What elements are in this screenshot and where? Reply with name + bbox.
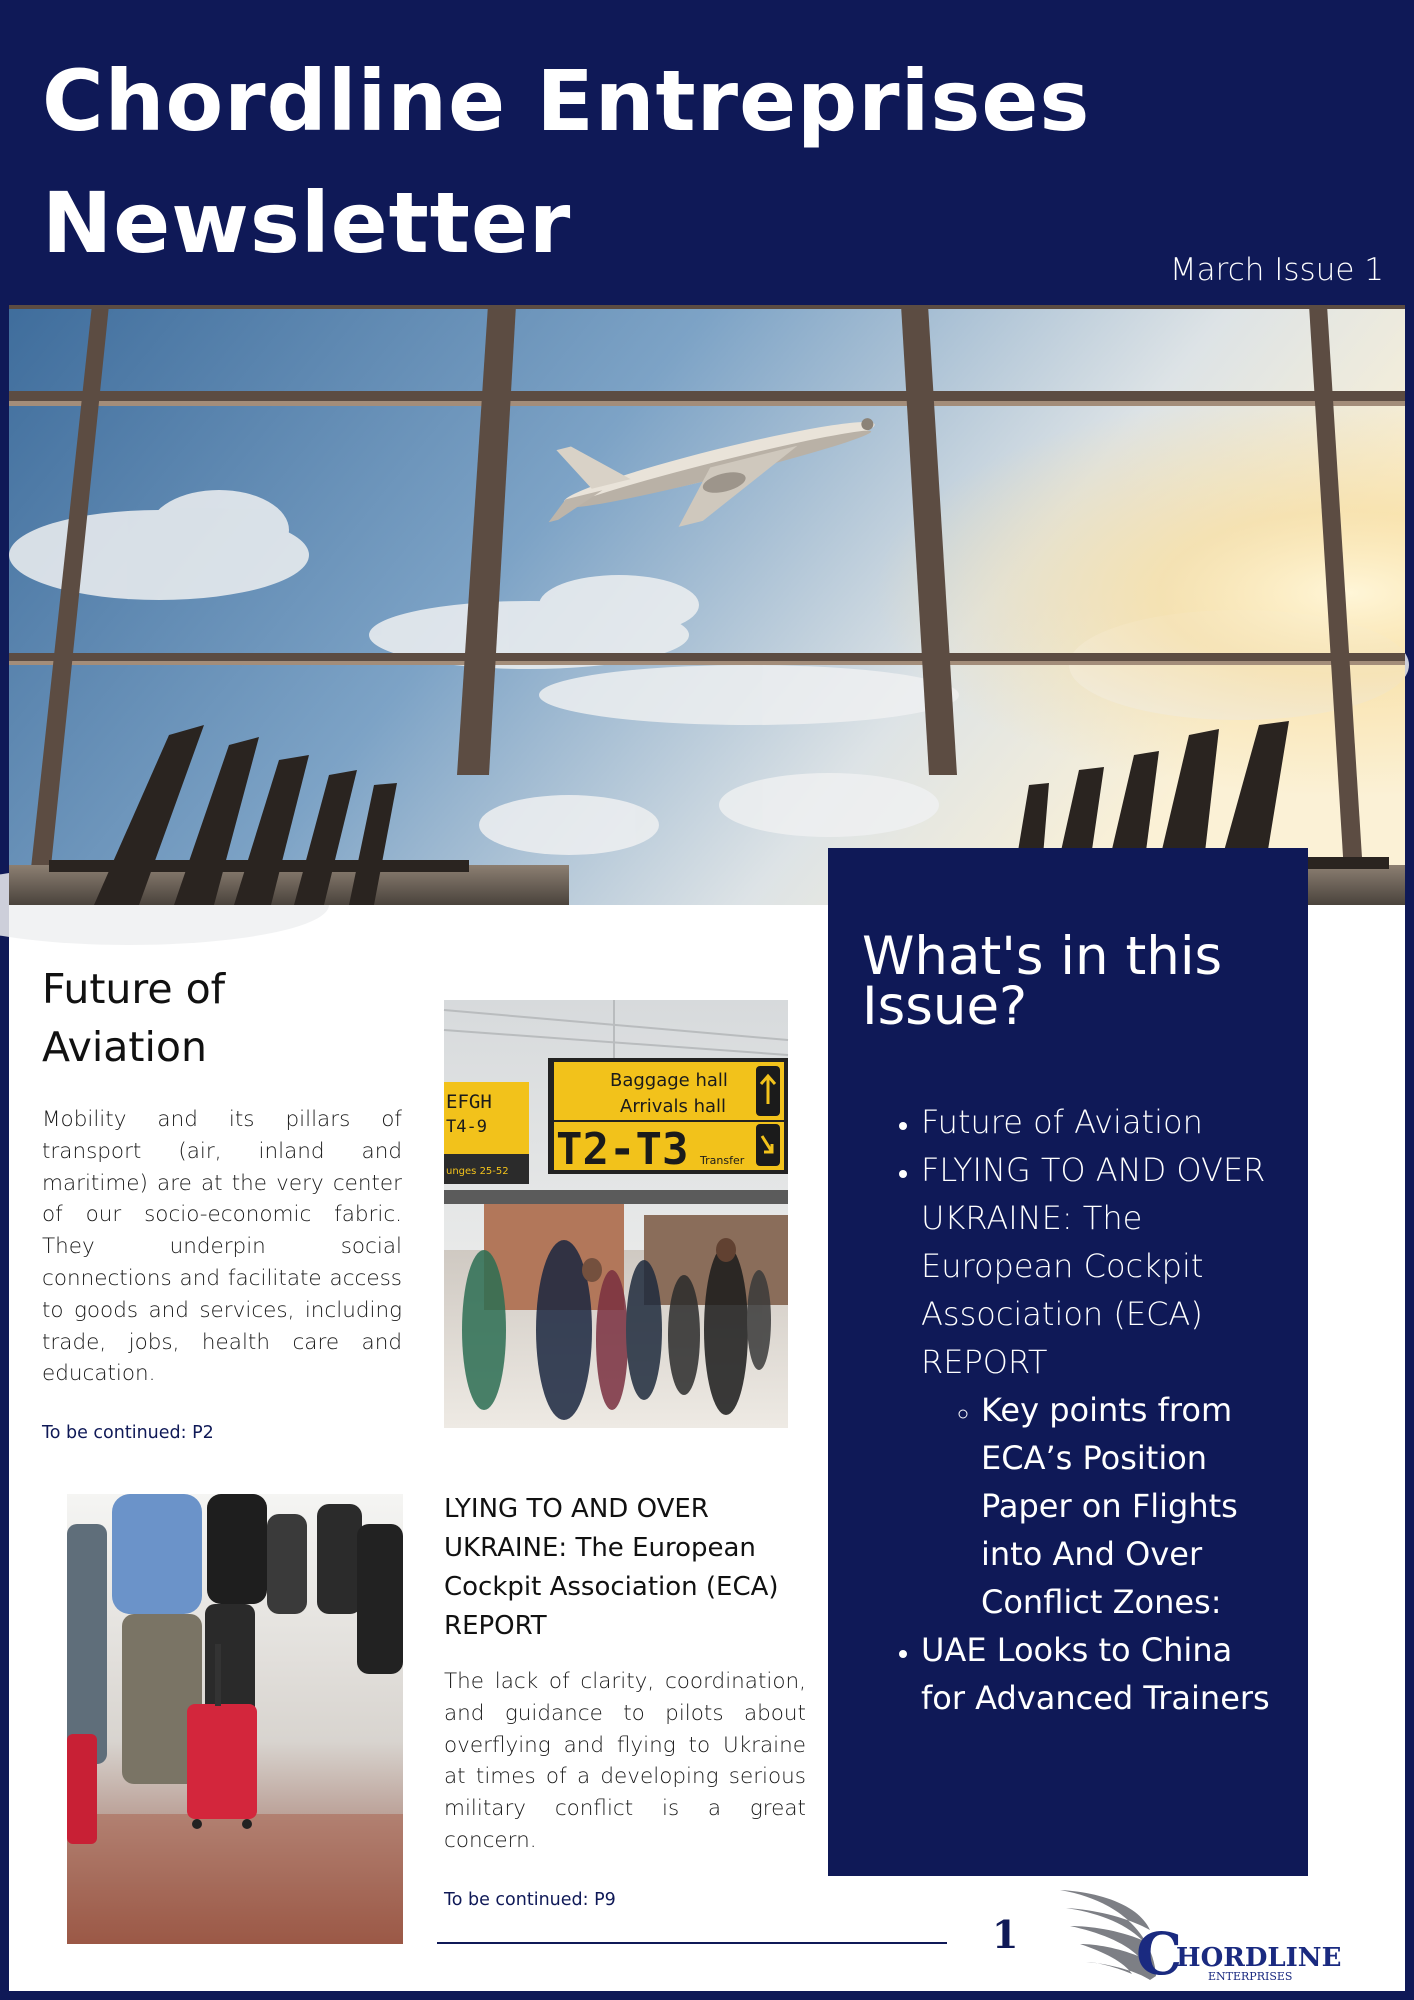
- terminal-signs-photo: [444, 1000, 788, 1428]
- title-line-2: Newsletter: [42, 174, 572, 272]
- contents-sublist: [921, 1386, 1274, 1626]
- article1-heading: [42, 960, 402, 1076]
- title-line-1: Chordline Entreprises: [42, 52, 1091, 150]
- article1-body: Mobility and its pillars of transport (air, inland and maritime) are at the very center of our socio-economic fabric. They underpin social connections and facilitate access to goods and services, including trade, jobs, health care and education.: [42, 1107, 402, 1387]
- left-sign-text-2: T4-9: [446, 1117, 487, 1137]
- issue-contents-sidebar: [828, 848, 1308, 1876]
- logo-initial: C: [1136, 1920, 1183, 1988]
- footer-divider: [437, 1942, 947, 1944]
- contents-item[interactable]: [921, 1146, 1274, 1626]
- page-number: 1: [992, 1912, 1019, 1957]
- issue-label: March Issue 1: [1169, 252, 1384, 288]
- contents-list: [862, 1098, 1274, 1722]
- left-sign-text-3: unges 25-52: [446, 1166, 509, 1177]
- sign-arrivals-hall: Arrivals hall: [620, 1096, 727, 1117]
- left-sign-text-1: EFGH: [446, 1091, 492, 1113]
- contents-item[interactable]: • Future of Aviation: [921, 1098, 1274, 1146]
- article1-continued-link[interactable]: To be continued: P2: [42, 1423, 214, 1443]
- chordline-logo: [1058, 1882, 1342, 1988]
- contents-item[interactable]: • UAE Looks to China for Advanced Trainers: [921, 1626, 1274, 1722]
- sidebar-title: What's in this Issue?: [862, 926, 1223, 1037]
- contents-subitem[interactable]: ◦ Key points from ECA’s Position Paper on Flights into And Over Conflict Zones:: [981, 1386, 1274, 1626]
- article2-continued-link[interactable]: To be continued: P9: [444, 1890, 616, 1910]
- logo-wordmark: HORDLINE: [1176, 1943, 1342, 1973]
- sign-baggage-hall: Baggage hall: [610, 1070, 728, 1091]
- article1-heading-line1: Future of: [42, 965, 226, 1013]
- sign-terminal-t2-t3: T2-T3: [556, 1124, 689, 1175]
- newsletter-title: [42, 40, 1142, 284]
- hero-image: [9, 305, 1405, 905]
- article2-heading: LYING TO AND OVER UKRAINE: The European Cockpit Association (ECA) REPORT: [444, 1494, 779, 1641]
- logo-subtitle: ENTERPRISES: [1208, 1970, 1293, 1983]
- article1-heading-line2: Aviation: [42, 1023, 207, 1071]
- sign-transfer: Transfer: [700, 1154, 745, 1167]
- contents-item-label: FLYING TO AND OVER UKRAINE: The European Cockpit Association (ECA) REPORT: [921, 1151, 1266, 1381]
- luggage-travellers-photo: [67, 1494, 403, 1944]
- article2-body: The lack of clarity, coordination, and guidance to pilots about overflying and flying to Ukraine at times of a developing serious military conflict is a great concern.: [444, 1669, 806, 1853]
